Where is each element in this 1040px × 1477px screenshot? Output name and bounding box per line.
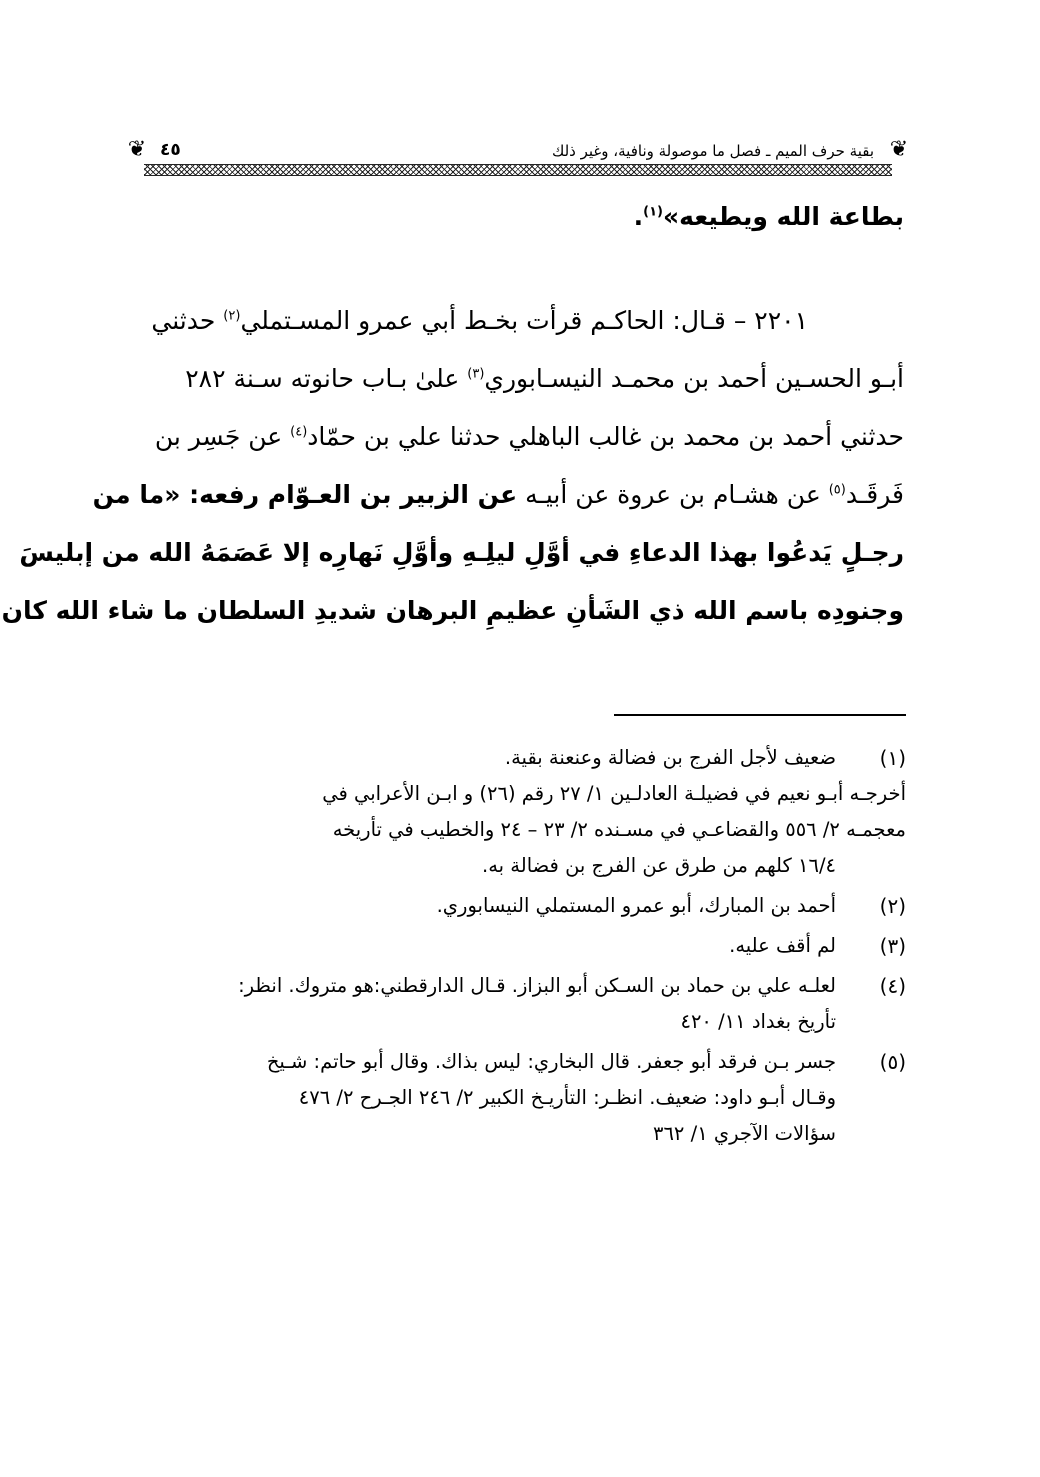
footnote-ref[interactable]: (١) [643, 204, 663, 220]
text-span: ٢٢٠١ – قـال: الحاكـم قرأت بخـط أبي عمرو المسـتملي [240, 306, 808, 335]
footnote-number: (١) [879, 746, 906, 770]
footnote-line: سؤالات الآجري ١/ ٣٦٢ [652, 1122, 836, 1145]
running-title: بقية حرف الميم ـ فصل ما موصولة ونافية، وغير ذلك [551, 142, 874, 160]
footnote-4 [132, 968, 906, 1040]
footnote-3 [132, 928, 906, 964]
text-span: بطاعة الله ويطيعه» [662, 202, 904, 231]
footnote-number: (٣) [879, 934, 906, 958]
header-decorative-rule [144, 164, 892, 176]
footnote-ref[interactable]: (٥) [828, 482, 846, 498]
footnote-2 [132, 888, 906, 924]
text-span: حدثني [151, 306, 224, 335]
footnote-ref[interactable]: (٣) [467, 366, 485, 382]
hadith-text: عن الزبير بن العـوّام رفعه: «ما من [92, 480, 518, 509]
footnote-number: (٤) [879, 974, 906, 998]
footnote-line: لم أقف عليه. [729, 934, 836, 957]
text-span: عن جَسِر بن [154, 422, 291, 451]
footnote-line: تأريخ بغداد ١١/ ٤٢٠ [680, 1010, 836, 1033]
text-span: أبـو الحسـين أحمد بن محمـد النيسـابوري [484, 364, 904, 393]
footnote-line: أخرجـه أبـو نعيم في فضيلـة العادلـين ١/ ٢٧ رقم (٢٦) و ابـن الأعرابي في [322, 782, 906, 805]
main-text [1, 188, 904, 640]
header-ornament-left-icon: ❦ [127, 137, 147, 162]
footnote-1 [132, 740, 906, 884]
footnote-5 [132, 1044, 906, 1152]
hadith-text-line: وجنودِه باسم الله ذي الشَأنِ عظيمِ البرهان شديدِ السلطان ما شاء الله كان [1, 596, 904, 625]
header-ornament-right-icon: ❦ [889, 137, 909, 162]
text-span: فَرقَـد [845, 480, 904, 509]
text-line [132, 408, 904, 466]
footnote-ref[interactable]: (٤) [290, 424, 308, 440]
footnote-line: معجمـه ٢/ ٥٥٦ والقضاعـي في مسـنده ٢/ ٢٣ – ٢٤ والخطيب في تأريخه [332, 818, 906, 841]
hadith-text-line: رجـلٍ يَدعُوا بهذا الدعاءِ في أوَّلِ ليلِـهِ وأوَّلِ نَهارِه إلا عَصَمَهُ الله من إبليسَ [19, 538, 904, 567]
footnote-line: جسر بـن فرقد أبو جعفر. قال البخاري: ليس بذاك. وقال أبو حاتم: شـيخ [266, 1050, 836, 1073]
text-line [132, 350, 904, 408]
text-span: حدثني أحمد بن محمد بن غالب الباهلي حدثنا علي بن حمّاد [307, 422, 904, 451]
paragraph-gap [132, 246, 904, 292]
footnote-line: ١٦/٤ كلهم من طرق عن الفرج بن فضالة به. [482, 854, 836, 877]
footnotes [132, 740, 906, 1152]
footnote-separator [614, 714, 906, 716]
text-span: عن هشـام بن عروة عن أبيـه [517, 480, 829, 509]
footnote-line: وقـال أبـو داود: ضعيف. انظـر: التأريـخ الكبير ٢/ ٢٤٦ الجـرح ٢/ ٤٧٦ [298, 1086, 836, 1109]
text-span: علىٰ بـاب حانوته سـنة ٢٨٢ [185, 364, 468, 393]
footnote-number: (٢) [879, 894, 906, 918]
footnote-line: ضعيف لأجل الفرج بن فضالة وعنعنة بقية. [504, 746, 836, 769]
text-line [132, 188, 904, 246]
page-header [127, 132, 909, 180]
footnote-line: لعلـه علي بن حماد بن السـكن أبو البزاز. قـال الدارقطني:هو متروك. انظر: [238, 974, 836, 997]
footnote-number: (٥) [879, 1050, 906, 1074]
footnote-line: أحمد بن المبارك، أبو عمرو المستملي النيسابوري. [436, 894, 836, 917]
text-line [92, 466, 904, 524]
footnote-ref[interactable]: (٢) [223, 308, 241, 324]
text-span: . [633, 202, 644, 231]
text-line [132, 292, 904, 350]
page-number: ٤٥ [160, 140, 181, 160]
